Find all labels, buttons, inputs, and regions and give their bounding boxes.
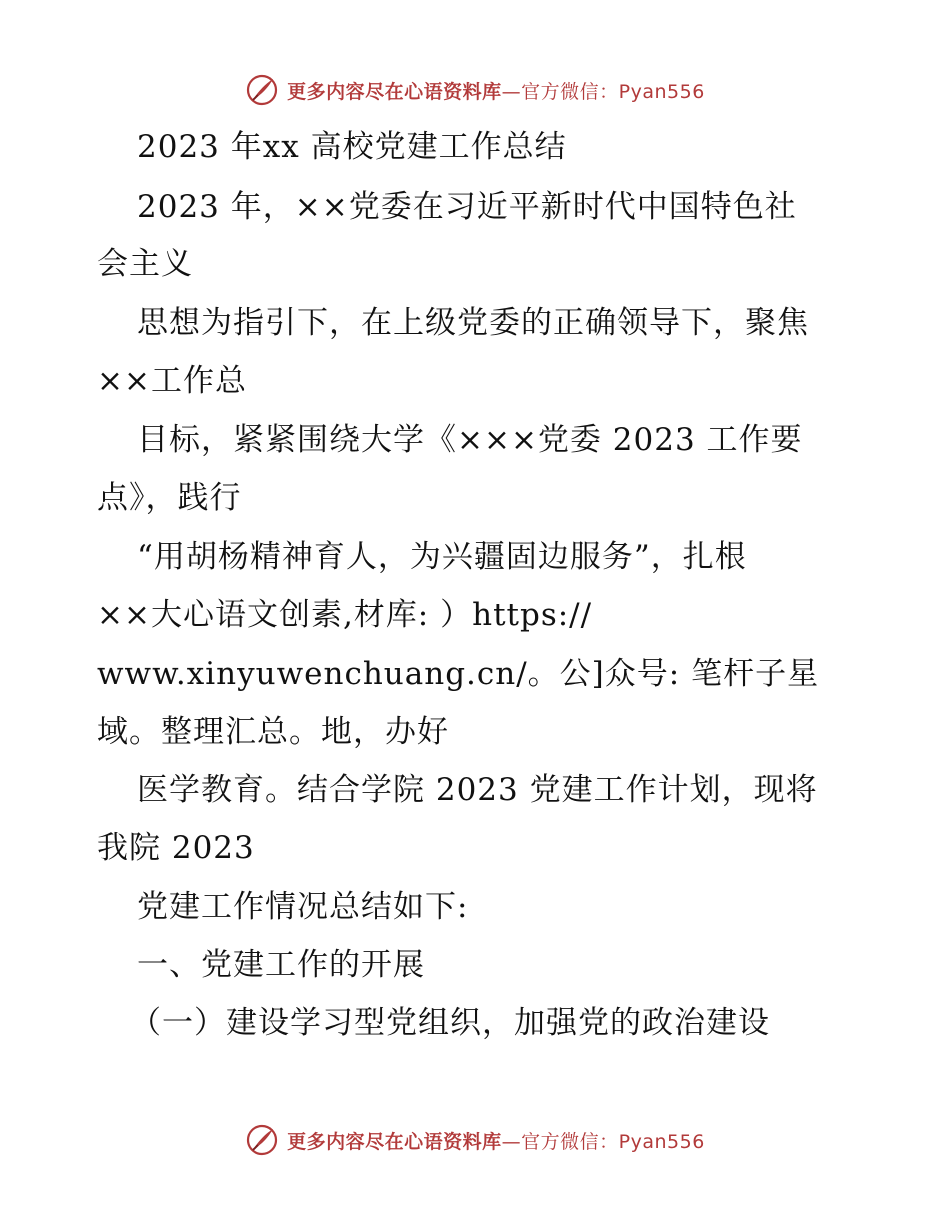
doc-line: 目标，紧紧围绕大学《×××党委 2023 工作要 (137, 422, 803, 458)
banner-separator: — (501, 80, 522, 103)
footer-watermark-banner (0, 1118, 950, 1162)
banner-lead-text: 更多内容尽在心语资料库 (287, 80, 502, 103)
doc-title: 2023 年xx 高校党建工作总结 (137, 129, 567, 165)
banner-lead-text: 更多内容尽在心语资料库 (287, 1130, 502, 1153)
section-heading: 一、党建工作的开展 (137, 947, 425, 983)
doc-line: 点》，践行 (97, 480, 242, 516)
subsection-heading: （一）建设学习型党组织，加强党的政治建设 (130, 1005, 770, 1041)
banner-separator: — (501, 1130, 522, 1153)
doc-line: 域。整理汇总。地，办好 (97, 714, 449, 750)
banner-contact-text: 官方微信：Pyan556 (521, 80, 705, 103)
banner-contact-text: 官方微信：Pyan556 (521, 1130, 705, 1153)
doc-line: 党建工作情况总结如下: (137, 889, 469, 925)
feather-pen-logo-icon (245, 1123, 279, 1157)
feather-pen-logo-icon (245, 73, 279, 107)
doc-line: 医学教育。结合学院 2023 党建工作计划，现将 (137, 772, 818, 808)
doc-line: 2023 年，××党委在习近平新时代中国特色社 (137, 189, 797, 225)
header-watermark-banner (0, 68, 950, 112)
doc-line: www.xinyuwenchuang.cn/。公]众号: 笔杆子星 (97, 656, 820, 692)
doc-line: ××工作总 (97, 363, 247, 399)
doc-line: “用胡杨精神育人，为兴疆固边服务”，扎根 (137, 539, 747, 575)
banner-text (287, 77, 705, 104)
doc-line: 我院 2023 (97, 830, 255, 866)
doc-line: 思想为指引下，在上级党委的正确领导下，聚焦 (137, 305, 809, 341)
doc-line: ××大心语文创素,材库: ）https:// (97, 597, 593, 633)
doc-line: 会主义 (97, 246, 193, 282)
banner-text (287, 1127, 705, 1154)
